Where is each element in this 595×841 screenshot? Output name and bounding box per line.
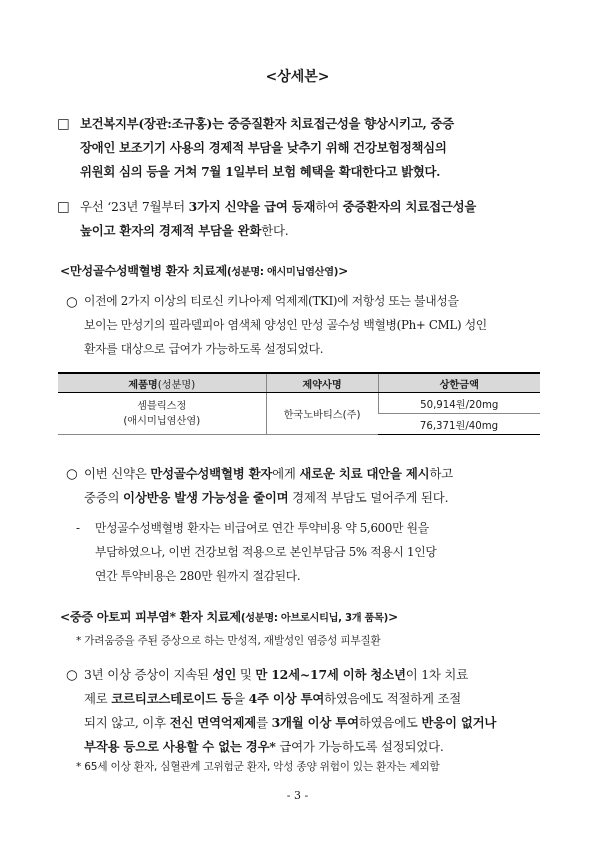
company-cell: 한국노바티스(주) <box>266 393 378 435</box>
table-row <box>58 393 540 414</box>
intro-line-3: 위원회 심의 등을 거쳐 7월 1일부터 보험 혜택을 확대한다고 밝혔다. <box>80 164 441 179</box>
column-header-company: 제약사명 <box>266 373 378 393</box>
cml-desc-line-1: 이전에 2가지 이상의 티로신 키나아제 억제제(TKI)에 저항성 또는 불내성을 <box>84 294 459 308</box>
atopic-criteria-line-2: 제로 코르티코스테로이드 등을 4주 이상 투여하였음에도 적절하게 조절 <box>84 691 462 706</box>
column-header-price: 상한금액 <box>378 373 540 393</box>
column-header-product: 제품명(성분명) <box>58 373 266 393</box>
section-heading-atopic: <중증 아토피 피부염* 환자 치료제(성분명: 아브로시티닙, 3개 품목)> <box>60 610 398 624</box>
circle-bullet: ○ <box>66 667 78 683</box>
price-cell: 50,914원/20mg <box>378 393 540 414</box>
square-bullet: □ <box>57 199 70 215</box>
para2-line-2: 높이고 환자의 경제적 부담을 완화한다. <box>80 223 289 238</box>
square-bullet: □ <box>57 116 70 132</box>
cml-desc-line-3: 환자를 대상으로 급여가 가능하도록 설정되었다. <box>84 342 324 356</box>
cml-benefit-line-2: 중증의 이상반응 발생 가능성을 줄이며 경제적 부담도 덜어주게 된다. <box>84 490 449 505</box>
dash-bullet: - <box>76 521 80 535</box>
cml-cost-line-2: 부담하였으나, 이번 건강보험 적용으로 본인부담금 5% 적용시 1인당 <box>95 545 437 559</box>
table-header-row <box>58 373 540 393</box>
page-title: <상세본> <box>265 69 330 85</box>
page-number: - 3 - <box>286 789 309 802</box>
section-heading-cml: <만성골수성백혈병 환자 치료제(성분명: 애시미닙염산염)> <box>60 264 349 278</box>
para2-line-1: 우선 ‘23년 7월부터 3가지 신약을 급여 등재하여 중증환자의 치료접근성을 <box>80 199 477 214</box>
atopic-criteria-line-1: 3년 이상 증상이 지속된 성인 및 만 12세~17세 이하 청소년이 1차 치료 <box>84 667 468 682</box>
drug-price-table <box>58 372 540 435</box>
circle-bullet: ○ <box>66 466 78 482</box>
cml-benefit-line-1: 이번 신약은 만성골수성백혈병 환자에게 새로운 치료 대안을 제시하고 <box>84 466 454 481</box>
cml-cost-line-3: 연간 투약비용은 280만 원까지 절감된다. <box>95 569 301 583</box>
price-cell: 76,371원/40mg <box>378 414 540 435</box>
atopic-criteria-line-3: 되지 않고, 이후 전신 면역억제제를 3개월 이상 투여하였음에도 반응이 없거나 <box>84 715 497 730</box>
footnote-atopic-definition: * 가려움증을 주된 증상으로 하는 만성적, 재발성인 염증성 피부질환 <box>76 635 381 647</box>
footnote-exclusion: * 65세 이상 환자, 심혈관계 고위험군 환자, 악성 종양 위험이 있는 환자는 제외함 <box>76 761 440 773</box>
atopic-criteria-line-4: 부작용 등으로 사용할 수 없는 경우* 급여가 가능하도록 설정되었다. <box>84 739 444 754</box>
product-cell: 셈블릭스정 (애시미닙염산염) <box>58 393 266 435</box>
intro-line-2: 장애인 보조기기 사용의 경제적 부담을 낮추기 위해 건강보험정책심의 <box>80 140 447 155</box>
intro-line-1: 보건복지부(장관:조규홍)는 중증질환자 치료접근성을 향상시키고, 중증 <box>80 116 454 131</box>
circle-bullet: ○ <box>66 294 78 310</box>
cml-desc-line-2: 보이는 만성기의 필라델피아 염색체 양성인 만성 골수성 백혈병(Ph+ CML) 성인 <box>84 318 487 332</box>
cml-cost-line-1: 만성골수성백혈병 환자는 비급여로 연간 투약비용 약 5,600만 원을 <box>95 521 429 535</box>
